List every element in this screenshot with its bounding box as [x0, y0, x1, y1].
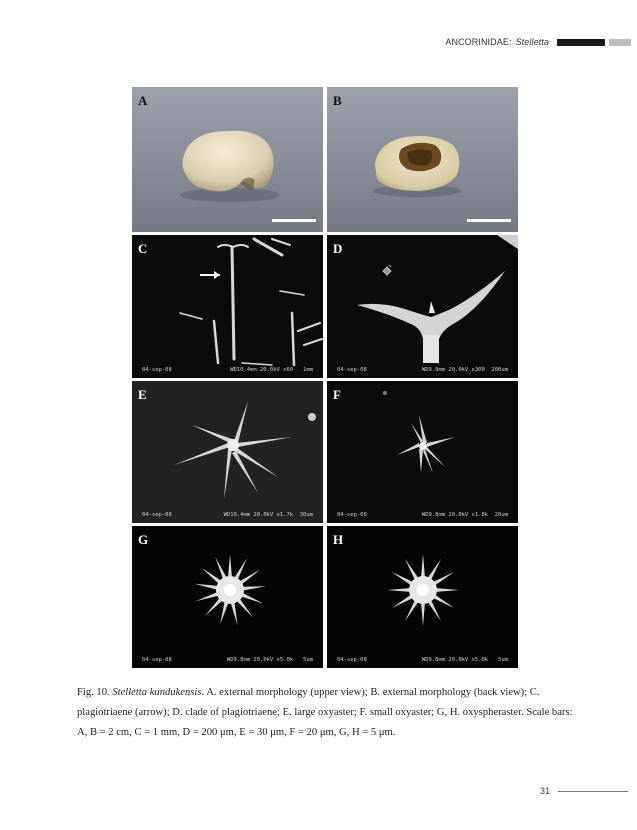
page-number: 31	[540, 786, 551, 796]
panel-label-c: C	[138, 241, 148, 256]
caption-species-name: Stelletta kundukensis	[112, 687, 202, 698]
panel-f	[327, 381, 518, 523]
footer-rule	[558, 791, 628, 792]
oxyspheraster-sem-h	[327, 526, 518, 668]
sem-info-h: WD9.8mm 20.0kV x5.0k 5um	[421, 657, 508, 663]
scale-bar-a	[272, 219, 316, 222]
sponge-back-view-photo	[327, 87, 518, 232]
large-oxyaster-sem	[132, 381, 323, 523]
caption-text: . A. external morphology (upper view); B. external morphology (back view); C. plagiotriaene (arrow); D. clade of plagiotriaene; E. large oxyaster; F. small oxyaster; G, H. oxyspheraster. Scale bars: A, B = 2 cm, C = 1 mm, D = 200 μm, E = 30 μm, F = 20 μm, G, H = 5 μm.	[77, 687, 573, 738]
scale-bar-b	[467, 219, 511, 222]
panel-b	[327, 87, 518, 232]
panel-label-h: H	[333, 532, 344, 547]
sem-databar-e	[132, 509, 323, 521]
sem-date-f: 04-sep-08	[337, 512, 367, 518]
header-bar-dark	[557, 39, 605, 46]
sem-info-f: WD9.8mm 20.0kV x1.8k 20um	[421, 512, 508, 518]
sem-date-g: 04-sep-08	[142, 657, 172, 663]
panel-label-f: F	[333, 387, 341, 402]
header-bar-light	[609, 39, 631, 46]
header-genus: Stelletta	[515, 37, 549, 47]
panel-a	[132, 87, 323, 232]
running-header	[445, 37, 631, 47]
panel-label-a: A	[138, 93, 148, 108]
sem-info-e: WD10.4mm 20.0kV x1.7k 30um	[223, 512, 313, 518]
panel-label-g: G	[138, 532, 149, 547]
sem-info-c: WD10.4mm 20.0kV x60 1mm	[230, 367, 313, 373]
sem-date-d: 04-sep-08	[337, 367, 367, 373]
oxyspheraster-sem-g	[132, 526, 323, 668]
sem-databar-g	[132, 654, 323, 666]
plagiotriaene-sem	[132, 235, 323, 378]
panel-g	[132, 526, 323, 668]
panel-e	[132, 381, 323, 523]
header-family: ANCORINIDAE:	[445, 37, 512, 47]
caption-figure-number: Fig. 10.	[77, 687, 110, 698]
sem-info-g: WD9.8mm 20.0kV x5.0k 5um	[226, 657, 313, 663]
figure-caption	[77, 683, 577, 743]
page-footer	[540, 786, 628, 796]
sem-date-e: 04-sep-08	[142, 512, 172, 518]
sem-info-d: WD9.9mm 20.0kV x300 200um	[421, 367, 508, 373]
sem-date-h: 04-sep-08	[337, 657, 367, 663]
sponge-upper-view-photo	[132, 87, 323, 232]
panel-label-e: E	[138, 387, 147, 402]
sem-databar-c	[132, 364, 323, 376]
plagiotriaene-clade-sem	[327, 235, 518, 378]
figure-10	[132, 87, 518, 668]
panel-h	[327, 526, 518, 668]
panel-c	[132, 235, 323, 378]
sem-databar-h	[327, 654, 518, 666]
sem-date-c: 04-sep-08	[142, 367, 172, 373]
panel-d	[327, 235, 518, 378]
panel-label-b: B	[333, 93, 342, 108]
small-oxyaster-sem	[327, 381, 518, 523]
sem-databar-d	[327, 364, 518, 376]
sem-databar-f	[327, 509, 518, 521]
panel-label-d: D	[333, 241, 343, 256]
